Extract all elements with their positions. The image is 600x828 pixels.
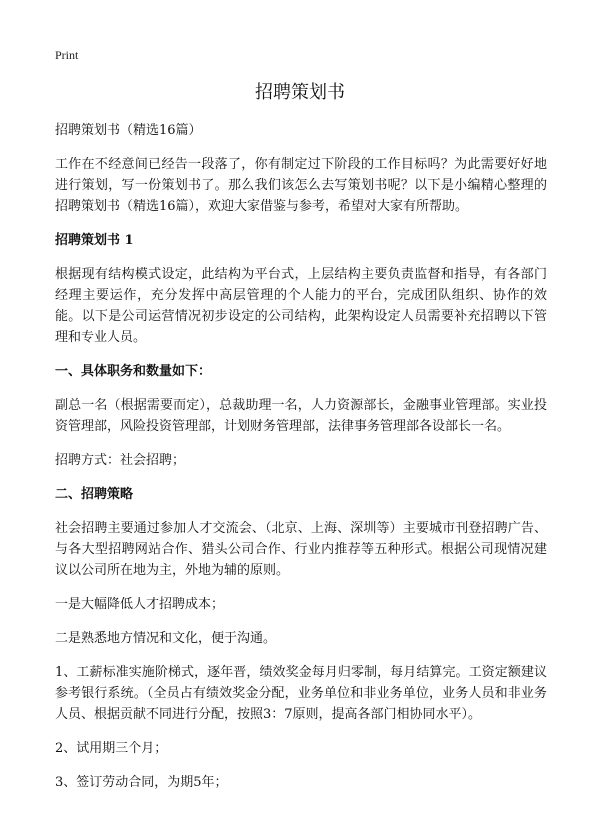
section-1-paragraph: 根据现有结构模式设定，此结构为平台式，上层结构主要负责监督和指导，有各部门经理主要运作，充分发挥中高层管理的个人能力的平台，完成团队组织、协作的效能。以下是公司运营情况初步设定的公司结构，此架构设定人员需要补充招聘以下管理和专业人员。: [55, 267, 547, 345]
subtitle-paragraph: 招聘策划书（精选16篇）: [55, 123, 202, 138]
document-title: 招聘策划书: [255, 82, 345, 103]
positions-heading: 一、具体职务和数量如下：: [55, 364, 212, 379]
print-label: Print: [55, 48, 79, 62]
strategy-heading: 二、招聘策略: [55, 487, 134, 502]
strategy-paragraph: 社会招聘主要通过参加人才交流会、（北京、上海、深圳等）主要城市刊登招聘广告、与各大型招聘网站合作、猎头公司合作、行业内推荐等五种形式。根据公司现情况建议以公司所在地为主，外地为辅的原则。: [55, 521, 547, 578]
strategy-point-2: 二是熟悉地方情况和文化，便于沟通。: [55, 631, 277, 646]
intro-paragraph: 工作在不经意间已经告一段落了，你有制定过下阶段的工作目标吗？为此需要好好地进行策划，写一份策划书了。那么我们该怎么去写策划书呢？以下是小编精心整理的招聘策划书（精选16篇），欢迎大家借鉴与参考，希望对大家有所帮助。: [55, 157, 547, 214]
list-item-1: 1、工薪标准实施阶梯式，逐年晋，绩效奖金每月归零制，每月结算完。工资定额建议参考银行系统。（全员占有绩效奖金分配，业务单位和非业务单位，业务人员和非业务人员、根据贡献不同进行分配，按照3：7原则，提高各部门相协同水平）。: [55, 665, 547, 722]
section-1-heading: 招聘策划书 1: [55, 233, 134, 248]
positions-paragraph: 副总一名（根据需要而定），总裁助理一名，人力资源部长，金融事业管理部。实业投资管理部，风险投资管理部，计划财务管理部，法律事务管理部各设部长一名。: [55, 398, 547, 434]
strategy-point-1: 一是大幅降低人才招聘成本；: [55, 597, 225, 612]
recruitment-method-paragraph: 招聘方式：社会招聘；: [55, 453, 186, 468]
document-body: [55, 120, 547, 806]
list-item-3: 3、签订劳动合同，为期5年；: [55, 775, 228, 790]
list-item-2: 2、试用期三个月；: [55, 741, 168, 756]
